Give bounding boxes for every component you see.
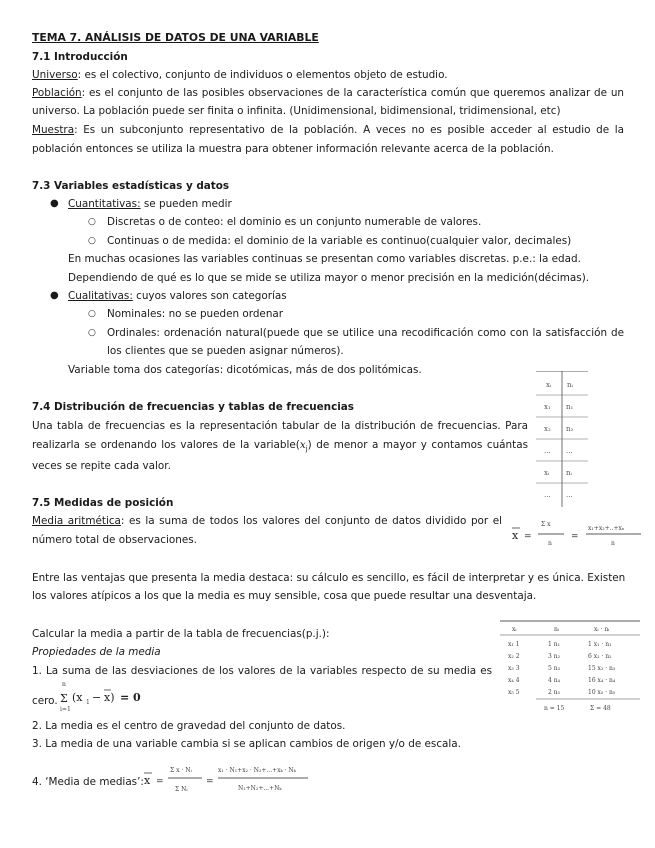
sum-deviation-result: = 0 <box>120 691 141 704</box>
nota-continuas: En muchas ocasiones las variables continuas se presentan como variables discretas. p.e.: la edad. <box>68 253 581 265</box>
muestra-definition-cont: población entonces se utiliza la muestra para obtener información relevante acerca de la población. <box>32 143 554 155</box>
ft-cell: nᵢ <box>566 469 572 477</box>
section-7-4-heading: 7.4 Distribución de frecuencias y tablas de frecuencias <box>32 401 354 413</box>
ft-header-ni: nᵢ <box>567 381 573 389</box>
cualitativas-text: cuyos valores son categorías <box>132 290 287 302</box>
ex-cell: 4 n₄ <box>548 677 560 684</box>
svg-text:=: = <box>206 777 214 787</box>
sum-deviation-formula <box>58 678 148 714</box>
universo-definition <box>32 68 448 82</box>
ex-header-xini: xᵢ · nᵢ <box>594 626 610 633</box>
svg-text:1: 1 <box>86 699 90 706</box>
circle-bullet-icon: ○ <box>88 309 96 319</box>
mm-rhs-num: x₁ · N₁+x₂ · N₂+...+xₖ · Nₖ <box>218 767 296 774</box>
calcular-media: Calcular la media a partir de la tabla de frecuencias(p.j.): <box>32 628 330 640</box>
cuantitativas-term: Cuantitativas: <box>68 198 141 210</box>
ex-cell: 5 n₃ <box>548 665 560 672</box>
ex-total-sum: Σ = 48 <box>590 705 611 712</box>
propiedad-3: 3. La media de una variable cambia si se aplican cambios de origen y/o de escala. <box>32 738 461 750</box>
ventajas-p2: los valores atípicos a los que la media es muy sensible, cosa que puede resultar una desventaja. <box>32 590 537 602</box>
ft-cell: ... <box>566 491 573 499</box>
mm-rhs-den: N₁+N₂+...+Nₖ <box>238 785 282 792</box>
media-term: Media aritmética <box>32 515 121 527</box>
propiedades-heading: Propiedades de la media <box>32 646 161 658</box>
circle-bullet-icon: ○ <box>88 217 96 227</box>
ex-header-xi: xᵢ <box>512 626 517 633</box>
propiedad-2: 2. La media es el centro de gravedad del conjunto de datos. <box>32 720 346 732</box>
muestra-text: : Es un subconjunto representativo de la población. A veces no es posible acceder al estudio de la <box>74 124 624 136</box>
ft-cell: ... <box>544 447 551 455</box>
page-title: TEMA 7. ANÁLISIS DE DATOS DE UNA VARIABLE <box>32 31 319 44</box>
frequency-table-figure <box>536 371 588 507</box>
ex-cell: 3 n₂ <box>548 653 560 660</box>
svg-text:i=1: i=1 <box>60 706 71 713</box>
svg-text:=: = <box>571 532 579 542</box>
mm-den: Σ Nᵢ <box>175 786 188 793</box>
section-7-5-heading: 7.5 Medidas de posición <box>32 497 174 509</box>
svg-text:n: n <box>62 681 66 688</box>
tabla-frecuencias-p2 <box>32 438 528 456</box>
poblacion-text: : es el conjunto de las posibles observaciones de la característica común que queremos analizar de un <box>81 87 624 99</box>
poblacion-term: Población <box>32 87 82 99</box>
ex-cell: 1 x₁ · n₁ <box>588 641 612 648</box>
nota-precision: Dependiendo de qué es lo que se mide se utiliza mayor o menor precisión en la medición(décimas). <box>68 272 590 284</box>
svg-text:x): x) <box>104 691 115 704</box>
svg-text:−: − <box>92 691 102 704</box>
media-text: : es la suma de todos los valores del conjunto de datos dividido por el <box>120 515 502 527</box>
poblacion-definition <box>32 86 624 100</box>
ex-cell: 6 x₂ · n₂ <box>588 653 612 660</box>
cuantitativas-item <box>68 197 232 211</box>
continuas-item: Continuas o de medida: el dominio de la variable es continuo(cualquier valor, decimales) <box>107 235 572 247</box>
poblacion-definition-cont: universo. La población puede ser finita o infinita. (Unidimensional, bidimensional, tridimensional, etc) <box>32 105 561 117</box>
ex-cell: x₂ 2 <box>508 653 520 660</box>
nominales-item: Nominales: no se pueden ordenar <box>107 308 284 320</box>
p2-math-x: x <box>299 439 306 451</box>
ft-cell: x₂ <box>544 425 551 433</box>
ex-cell: x₅ 5 <box>508 689 520 696</box>
ex-header-ni: nᵢ <box>554 626 560 633</box>
svg-text:Σ: Σ <box>60 692 68 705</box>
tabla-frecuencias-p1: Una tabla de frecuencias es la representación tabular de la distribución de frecuencias. Para <box>32 420 528 432</box>
ex-cell: 2 n₅ <box>548 689 560 696</box>
svg-text:=: = <box>524 532 532 542</box>
universo-term: Universo <box>32 69 78 81</box>
ft-cell: x₁ <box>544 403 551 411</box>
formula-rhs-den: n <box>611 540 615 547</box>
cualitativas-item <box>68 289 287 303</box>
media-de-medias-formula <box>142 757 312 807</box>
p2-text-a: realizarla se ordenando los valores de la variable( <box>32 439 300 451</box>
tabla-frecuencias-p3: veces se repite cada valor. <box>32 460 171 472</box>
section-7-1-heading: 7.1 Introducción <box>32 51 128 63</box>
ex-cell: x₁ 1 <box>508 641 520 648</box>
ex-cell: 16 x₄ · n₄ <box>588 677 616 684</box>
example-frequency-table <box>500 620 640 717</box>
formula-den: n <box>548 540 552 547</box>
mean-formula-figure <box>508 513 643 551</box>
formula-num: Σ x <box>541 521 551 528</box>
mm-num: Σ x · Nᵢ <box>170 767 192 774</box>
media-definition <box>32 514 502 528</box>
muestra-term: Muestra <box>32 124 75 136</box>
ex-cell: 10 x₅ · n₅ <box>588 689 616 696</box>
ventajas-p1: Entre las ventajas que presenta la media destaca: su cálculo es sencillo, es fácil de interpretar y es única. Existen <box>32 572 626 584</box>
propiedad-4: 4. ‘Media de medias’: <box>32 776 144 788</box>
cuantitativas-text: se pueden medir <box>140 198 232 210</box>
svg-text:(x: (x <box>72 691 83 704</box>
ft-cell: ... <box>566 447 573 455</box>
ex-cell: 15 x₃ · n₃ <box>588 665 616 672</box>
circle-bullet-icon: ○ <box>88 328 96 338</box>
ex-cell: x₄ 4 <box>508 677 520 684</box>
ft-header-xi: xᵢ <box>546 381 552 389</box>
ex-total-n: n = 15 <box>544 705 565 712</box>
svg-text:=: = <box>156 777 164 787</box>
universo-text: : es el colectivo, conjunto de individuos o elementos objeto de estudio. <box>77 69 448 81</box>
circle-bullet-icon: ○ <box>88 236 96 246</box>
bullet-icon: ● <box>50 198 59 209</box>
p2-text-b: ) de menor a mayor y contamos cuántas <box>307 439 528 451</box>
ex-cell: x₃ 3 <box>508 665 520 672</box>
formula-lhs-x: x <box>512 529 519 542</box>
propiedad-1-cont: cero. <box>32 695 58 707</box>
bullet-icon: ● <box>50 290 59 301</box>
ft-cell: n₁ <box>566 403 574 411</box>
mm-lhs-x: x <box>144 774 151 787</box>
ordinales-item: Ordinales: ordenación natural(puede que se utilice una recodificación como con la satisfacción de <box>107 327 624 339</box>
media-definition-cont: número total de observaciones. <box>32 534 197 546</box>
propiedad-1: 1. La suma de las desviaciones de los valores de la variables respecto de su media es <box>32 665 492 677</box>
ex-cell: 1 n₁ <box>548 641 560 648</box>
discretas-item: Discretas o de conteo: el dominio es un conjunto numerable de valores. <box>107 216 482 228</box>
cualitativas-term: Cualitativas: <box>68 290 133 302</box>
ft-cell: n₂ <box>566 425 574 433</box>
formula-rhs-num: x₁+x₂+..+xₙ <box>588 525 625 532</box>
ft-cell: xᵢ <box>544 469 550 477</box>
muestra-definition <box>32 123 624 137</box>
ft-cell: ... <box>544 491 551 499</box>
p2-math-sub: j <box>305 445 308 454</box>
ordinales-item-cont: los clientes que se pueden asignar números). <box>107 345 344 357</box>
variable-categorias: Variable toma dos categorías: dicotómicas, más de dos politómicas. <box>68 364 422 376</box>
section-7-3-heading: 7.3 Variables estadísticas y datos <box>32 180 230 192</box>
